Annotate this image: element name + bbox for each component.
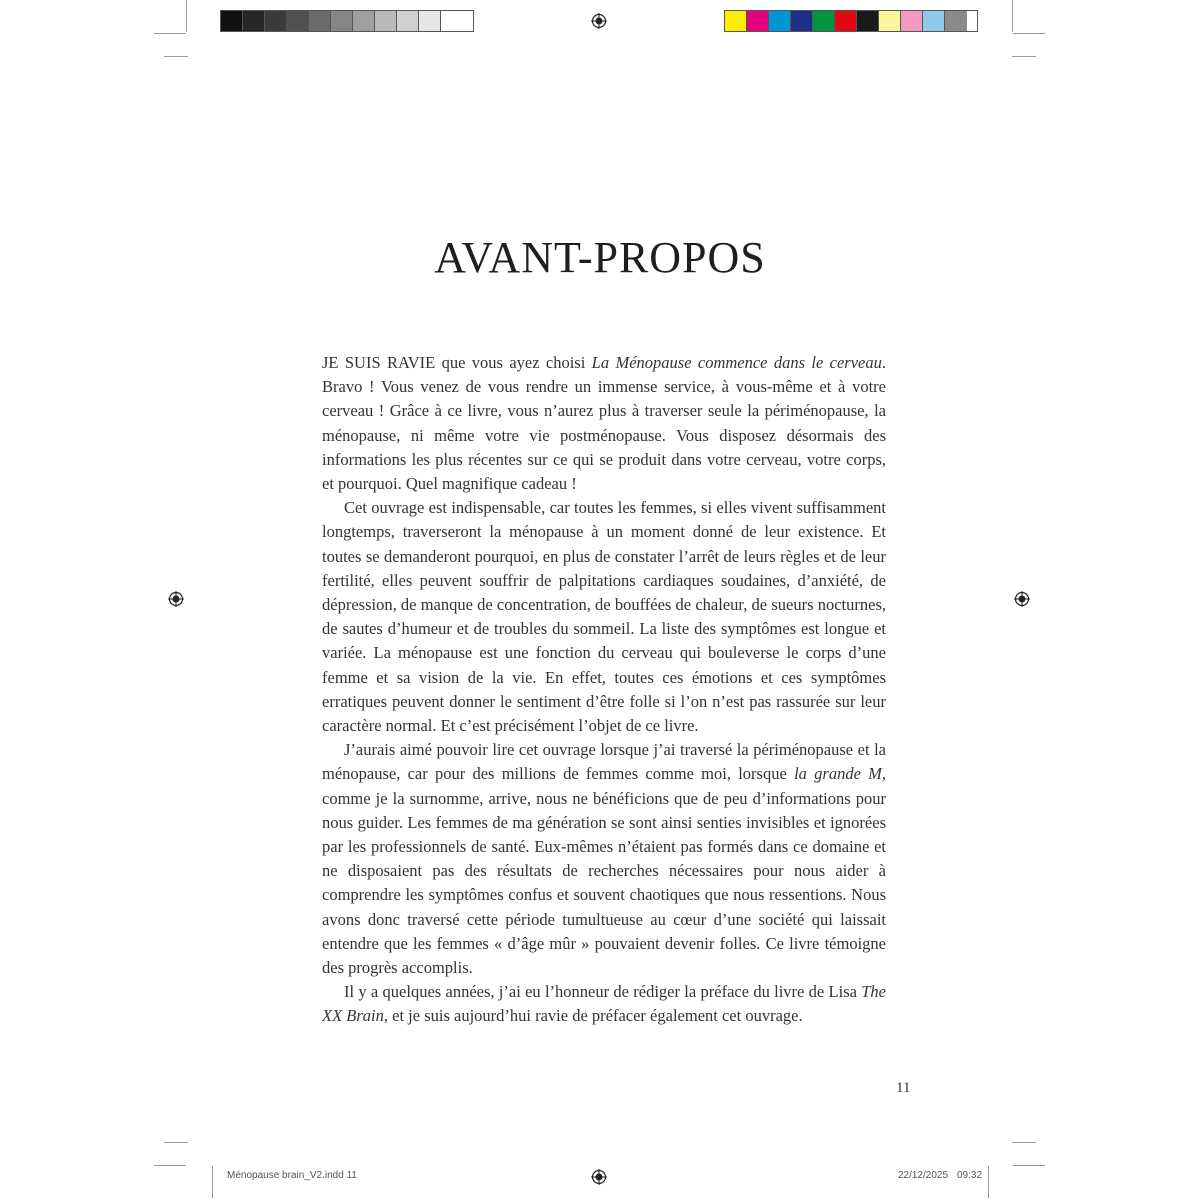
text-run: J’aurais aimé pouvoir lire cet ouvrage lorsque j’ai traversé la périménopause et la ménopause, car pour des millions de femmes comme moi, lorsque [322,740,886,784]
page-number: 11 [896,1080,911,1096]
paragraph [322,351,886,496]
crop-mark-bottom-left-v [212,1166,213,1198]
crop-mark-bottom-left-bleed [164,1142,188,1143]
gray-swatch [397,11,419,31]
crop-mark-bottom-right-v [988,1166,989,1198]
registration-mark-top-icon [591,13,607,29]
gray-swatch [441,11,463,31]
crop-mark-top-right-bleed [1012,56,1036,57]
gray-swatch [221,11,243,31]
color-calibration-bar [724,10,978,32]
registration-mark-right-icon [1014,591,1030,607]
gray-swatch [243,11,265,31]
slug-filename: Ménopause brain_V2.indd 11 [227,1170,357,1181]
color-swatch [857,11,879,31]
color-swatch [901,11,923,31]
italic-text: La Ménopause commence dans le cerveau [591,353,882,372]
gray-swatch [287,11,309,31]
color-swatch [923,11,945,31]
text-run: Cet ouvrage est indispensable, car toutes les femmes, si elles vivent suffisamment longtemps, traverseront la ménopause à un moment donné de leur existence. Et toutes se demanderont pourquoi, en plus de constater l’arrêt de leurs règles et de leur fertilité, elles peuvent souffrir de palpitations cardiaques soudaines, d’anxiété, de dépression, de manque de concentration, de bouffées de chaleur, de sueurs nocturnes, de sautes d’humeur et de troubles du sommeil. La liste des symptômes est longue et variée. La ménopause est une fonction du cerveau qui bouleverse le corps d’une femme et sa vision de la vie. En effet, toutes ces émotions et ces symptômes erratiques peuvent donner le sentiment d’être folle si l’on n’est pas rassurée sur leur caractère normal. Et c’est précisément l’objet de ce livre. [322,498,886,736]
crop-mark-bottom-right-bleed [1012,1142,1036,1143]
crop-mark-top-left-h [154,33,186,34]
text-run: , comme je la surnomme, arrive, nous ne bénéficions que de peu d’informations pour nous guider. Les femmes de ma génération se sont ainsi senties invisibles et ignorées par les professionnels de santé. Eux-mêmes n’étaient pas formés dans ce domaine et ne disposaient pas des résultats de recherches nécessaires pour nous aider à comprendre les symptômes confus et souvent chaotiques que nous ressentions. Nous avons donc traversé cette période tumultueuse au cœur d’une société qui laissait entendre que les femmes « d’âge mûr » pouvaient devenir folles. Ce livre témoigne des progrès accomplis. [322,764,887,978]
gray-swatch [331,11,353,31]
crop-mark-top-right-h [1013,33,1045,34]
color-swatch [835,11,857,31]
color-swatch [879,11,901,31]
color-swatch [791,11,813,31]
grayscale-calibration-bar [220,10,474,32]
gray-swatch [375,11,397,31]
italic-text: The XX Brain [322,982,886,1026]
registration-mark-left-icon [168,591,184,607]
color-swatch [769,11,791,31]
color-swatch [725,11,747,31]
gray-swatch [353,11,375,31]
color-swatch [747,11,769,31]
gray-swatch [265,11,287,31]
text-run: JE SUIS RAVIE que vous ayez choisi [322,353,592,372]
text-run: Il y a quelques années, j’ai eu l’honneur de rédiger la préface du livre de Lisa [344,982,862,1002]
paragraph [322,738,886,980]
gray-swatch [419,11,441,31]
crop-mark-bottom-left-h [154,1165,186,1166]
color-swatch [813,11,835,31]
registration-mark-bottom-icon [591,1169,607,1185]
chapter-title: AVANT-PROPOS [434,233,766,282]
italic-text: la grande M [794,764,882,784]
body-text [322,351,886,1029]
crop-mark-bottom-right-h [1013,1165,1045,1166]
paragraph [322,980,886,1028]
slug-date: 22/12/2025 [898,1170,949,1181]
text-run: . Bravo ! Vous venez de vous rendre un immense service, à vous-même et à votre cerveau ! Grâce à ce livre, vous n’aurez plus à traverser seule la périménopause, la ménopause, ni même votre vie postménopause. Vous disposez désormais des informations les plus récentes sur ce qui se produit dans votre cerveau, votre corps, et pourquoi. Quel magnifique cadeau ! [322,353,886,494]
paragraph [322,496,886,738]
text-run: , et je suis aujourd’hui ravie de préfacer également cet ouvrage. [383,1006,803,1026]
slug-time: 09:32 [957,1170,983,1181]
color-swatch [945,11,967,31]
crop-mark-top-right-v [1012,0,1013,32]
gray-swatch [309,11,331,31]
crop-mark-top-left-v [186,0,187,32]
crop-mark-top-left-bleed [164,56,188,57]
